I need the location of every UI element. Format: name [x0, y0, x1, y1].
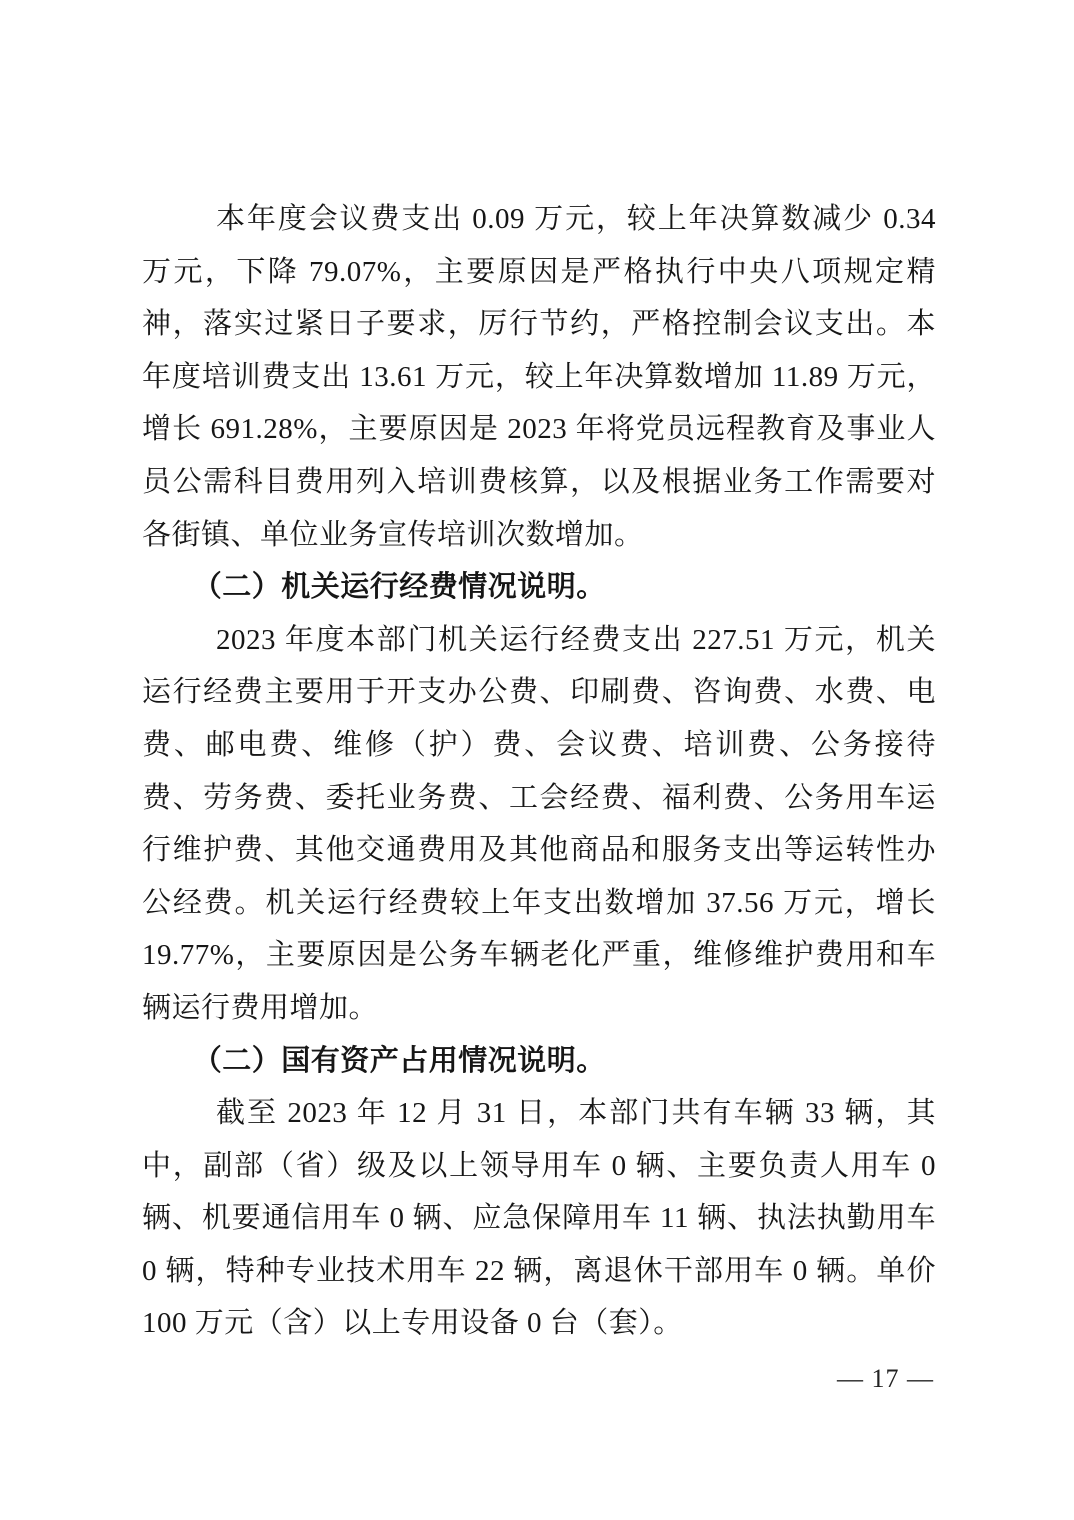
page-number: — 17 —	[837, 1364, 934, 1393]
document-content	[142, 193, 936, 1350]
section-heading-operating-expense: （二）机关运行经费情况说明。	[192, 571, 606, 604]
paragraph-meeting-training-expense: 本年度会议费支出 0.09 万元，较上年决算数减少 0.34 万元，下降 79.07%，主要原因是严格执行中央八项规定精神，落实过紧日子要求，厉行节约，严格控制会议支出。本年度培训费支出 13.61 万元，较上年决算数增加 11.89 万元，增长 691.28%，主要原因是 2023 年将党员远程教育及事业人员公需科目费用列入培训费核算，以及根据业务工作需要对各街镇、单位业务宣传培训次数增加。	[142, 203, 936, 551]
paragraph-operating-expense-detail: 2023 年度本部门机关运行经费支出 227.51 万元，机关运行经费主要用于开支办公费、印刷费、咨询费、水费、电费、邮电费、维修（护）费、会议费、培训费、公务接待费、劳务费、委托业务费、工会经费、福利费、公务用车运行维护费、其他交通费用及其他商品和服务支出等运转性办公经费。机关运行经费较上年支出数增加 37.56 万元，增长 19.77%，主要原因是公务车辆老化严重，维修维护费用和车辆运行费用增加。	[142, 623, 936, 1024]
paragraph-state-assets-detail: 截至 2023 年 12 月 31 日，本部门共有车辆 33 辆，其中，副部（省）级及以上领导用车 0 辆、主要负责人用车 0 辆、机要通信用车 0 辆、应急保障用车 11 辆、执法执勤用车 0 辆，特种专业技术用车 22 辆，离退休干部用车 0 辆。单价 100 万元（含）以上专用设备 0 台（套）。	[142, 1097, 936, 1340]
section-heading-state-assets: （二）国有资产占用情况说明。	[192, 1044, 606, 1077]
